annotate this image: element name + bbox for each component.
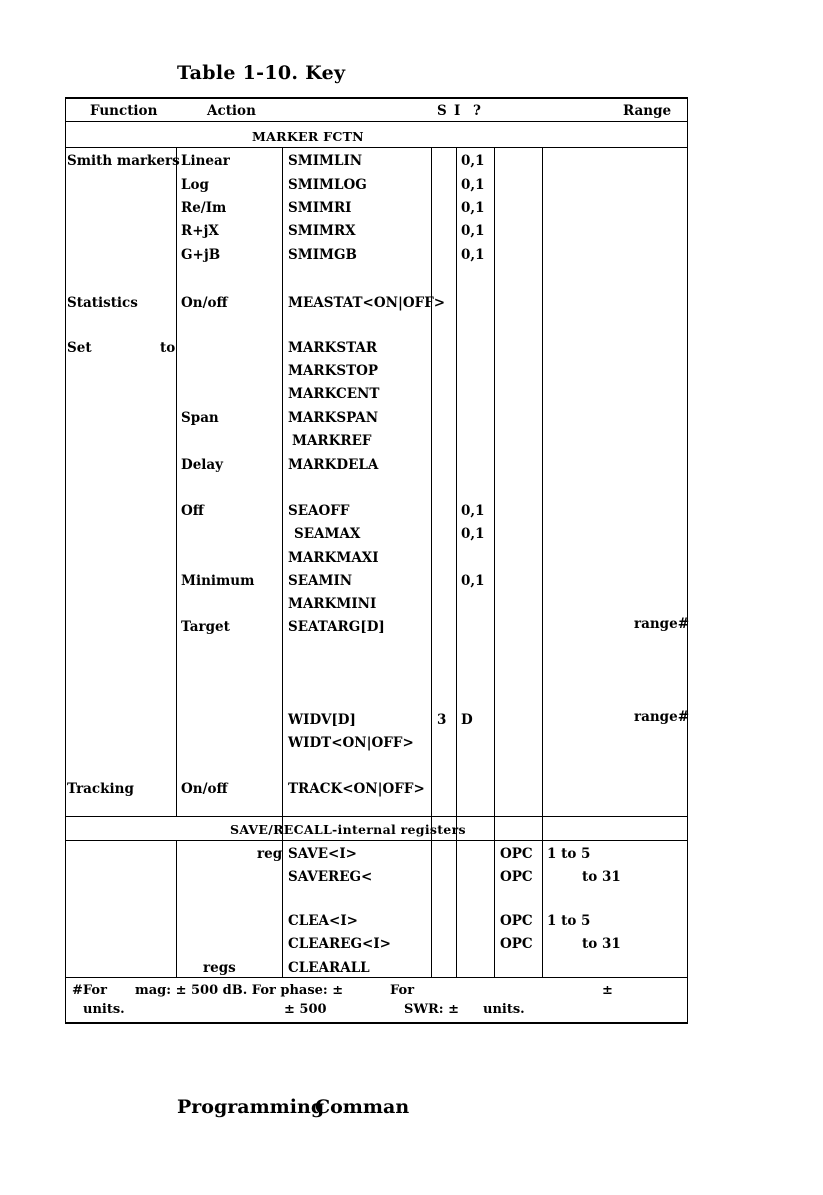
section-rule-2-bottom [65, 840, 688, 841]
row-command: MEASTAT<ON|OFF> [288, 295, 446, 311]
row-command: CLEAREG<I> [288, 936, 391, 952]
row-range: 1 to 5 [547, 913, 591, 929]
row-action: Minimum [181, 573, 255, 589]
row-command: MARKREF [292, 433, 372, 449]
row-query: 0,1 [461, 153, 485, 169]
row-action: Linear [181, 153, 230, 169]
row-function-to: to [160, 340, 176, 356]
row-query: 0,1 [461, 223, 485, 239]
row-output: OPC [500, 913, 533, 929]
row-action: R+jX [181, 223, 219, 239]
col-rule-function-2 [176, 841, 177, 977]
col-rule-function [176, 148, 177, 817]
row-query: 0,1 [461, 177, 485, 193]
row-action: Span [181, 410, 219, 426]
row-command: MARKSTOP [288, 363, 379, 379]
row-command: SEAMAX [294, 526, 361, 542]
footnote-1c: For [390, 983, 415, 998]
row-function: Set [67, 340, 92, 356]
row-command: SAVE<I> [288, 846, 357, 862]
row-command: SMIMRX [288, 223, 356, 239]
section-marker-fctn: MARKER FCTN [252, 129, 364, 144]
row-command: MARKCENT [288, 386, 380, 402]
row-range: range# [634, 616, 690, 632]
row-query: D [461, 712, 473, 728]
row-action: regs [203, 960, 236, 976]
row-output: OPC [500, 846, 533, 862]
footnote-1d: ± [602, 983, 613, 998]
row-command: SEAOFF [288, 503, 350, 519]
header-rule [65, 121, 688, 122]
row-command: MARKMINI [288, 596, 377, 612]
page-title: Table 1-10. Key [177, 62, 346, 84]
header-action: Action [207, 103, 256, 119]
row-range: to 31 [582, 936, 621, 952]
row-command: CLEA<I> [288, 913, 358, 929]
footnote-2b: ± 500 [284, 1002, 327, 1017]
header-range: Range [623, 103, 672, 119]
row-range: to 31 [582, 869, 621, 885]
row-command: SEATARG[D] [288, 619, 385, 635]
header-s: S [437, 103, 447, 119]
row-output: OPC [500, 869, 533, 885]
row-output: OPC [500, 936, 533, 952]
row-command: CLEARALL [288, 960, 370, 976]
col-rule-out [494, 148, 495, 977]
row-query: 0,1 [461, 526, 485, 542]
row-command: SEAMIN [288, 573, 353, 589]
row-action: reg [257, 846, 283, 862]
row-query: 0,1 [461, 247, 485, 263]
row-command: WIDT<ON|OFF> [288, 735, 414, 751]
row-query: 0,1 [461, 503, 485, 519]
row-query: 0,1 [461, 200, 485, 216]
row-command: SMIMGB [288, 247, 357, 263]
row-action: On/off [181, 295, 228, 311]
row-command: SMIMLOG [288, 177, 367, 193]
row-command: SAVEREG< [288, 869, 373, 885]
row-action: Target [181, 619, 230, 635]
footnote-rule [65, 977, 688, 978]
footnote-1b: mag: ± 500 dB. For phase: ± [135, 983, 344, 998]
section-rule [65, 147, 688, 148]
row-command: SMIMRI [288, 200, 352, 216]
bottom-text-command: Comman [315, 1096, 410, 1118]
row-action: Off [181, 503, 204, 519]
footnote-2a: units. [83, 1002, 125, 1017]
section-save-recall: SAVE/RECALL-internal registers [230, 822, 466, 837]
col-rule-range [542, 148, 543, 977]
row-function: Smith markers [67, 153, 180, 169]
col-rule-s [431, 148, 432, 977]
row-command: MARKDELA [288, 457, 379, 473]
header-bar: I [454, 103, 461, 119]
row-range: range# [634, 709, 690, 725]
row-s: 3 [437, 712, 447, 728]
row-action: G+jB [181, 247, 221, 263]
bottom-text-programming: Programming [177, 1096, 325, 1118]
row-action: Log [181, 177, 209, 193]
row-command: MARKMAXI [288, 550, 379, 566]
row-range: 1 to 5 [547, 846, 591, 862]
section-rule-2-top [65, 816, 688, 817]
row-action: Delay [181, 457, 224, 473]
row-action: On/off [181, 781, 228, 797]
row-command: SMIMLIN [288, 153, 363, 169]
header-function: Function [90, 103, 158, 119]
footnote-2c: SWR: ± [404, 1002, 460, 1017]
row-function: Statistics [67, 295, 138, 311]
row-function: Tracking [67, 781, 134, 797]
row-command: WIDV[D] [288, 712, 356, 728]
footnote-1a: #For [72, 983, 107, 998]
row-command: MARKSTAR [288, 340, 378, 356]
footnote-2d: units. [483, 1002, 525, 1017]
row-command: MARKSPAN [288, 410, 379, 426]
row-query: 0,1 [461, 573, 485, 589]
header-q: ? [473, 103, 481, 119]
row-action: Re/Im [181, 200, 227, 216]
row-command: TRACK<ON|OFF> [288, 781, 425, 797]
col-rule-q [456, 148, 457, 977]
